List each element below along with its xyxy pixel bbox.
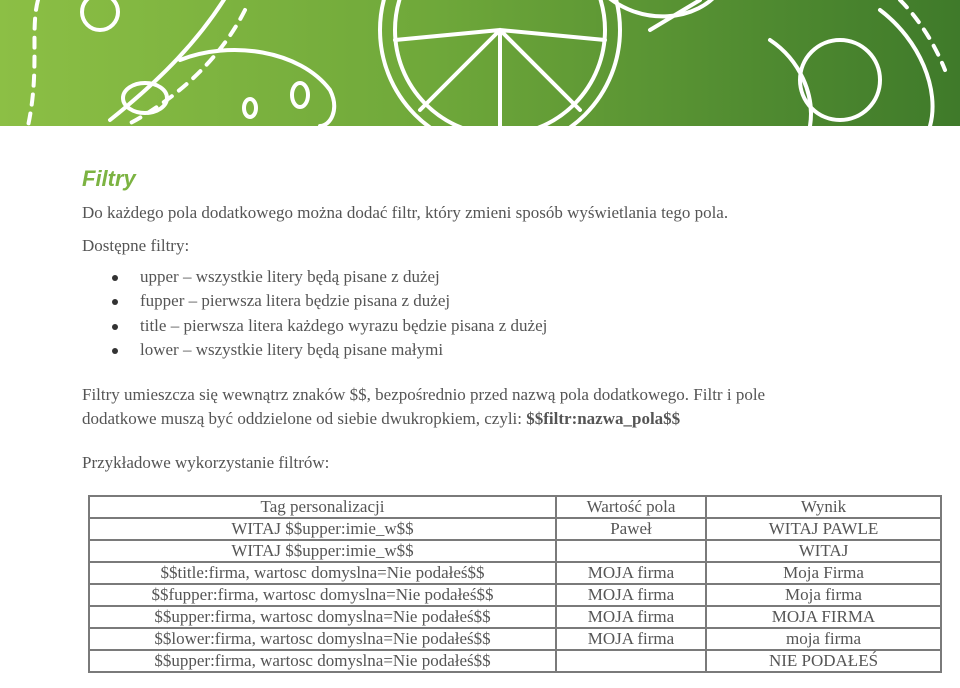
table-cell: MOJA firma: [556, 584, 706, 606]
table-header-row: [89, 496, 941, 518]
table-cell: WITAJ $$upper:imie_w$$: [89, 518, 556, 540]
placement-paragraph-line1: Filtry umieszcza się wewnątrz znaków $$, bezpośrednio przed nazwą pola dodatkowego. Filtr i pole: [82, 385, 766, 404]
table-cell: Moja Firma: [706, 562, 941, 584]
table-cell: MOJA firma: [556, 606, 706, 628]
table-cell: [556, 650, 706, 672]
table-cell: WITAJ $$upper:imie_w$$: [89, 540, 556, 562]
bullet-icon: [112, 324, 118, 330]
section-heading: Filtry: [82, 166, 136, 191]
decorative-header-banner: [0, 0, 960, 126]
list-item: lower – wszystkie litery będą pisane małymi: [82, 339, 547, 363]
syntax-example: $$filtr:nazwa_pola$$: [526, 409, 681, 428]
fruit-illustration: [0, 0, 960, 126]
table-cell: MOJA firma: [556, 562, 706, 584]
table-cell: $$upper:firma, wartosc domyslna=Nie podałeś$$: [89, 606, 556, 628]
column-header: Wartość pola: [556, 496, 706, 518]
table-cell: WITAJ: [706, 540, 941, 562]
table-cell: moja firma: [706, 628, 941, 650]
table-cell: NIE PODAŁEŚ: [706, 650, 941, 672]
table-cell: $$title:firma, wartosc domyslna=Nie podałeś$$: [89, 562, 556, 584]
placement-paragraph-line2: dodatkowe muszą być oddzielone od siebie dwukropkiem, czyli: $$filtr:nazwa_pola$$: [82, 409, 681, 428]
table-cell: $$upper:firma, wartosc domyslna=Nie podałeś$$: [89, 650, 556, 672]
table-cell: MOJA firma: [556, 628, 706, 650]
list-item: upper – wszystkie litery będą pisane z dużej: [82, 266, 547, 290]
table-cell: $$fupper:firma, wartosc domyslna=Nie podałeś$$: [89, 584, 556, 606]
table-row: [89, 606, 941, 628]
bullet-icon: [112, 348, 118, 354]
list-item: title – pierwsza litera każdego wyrazu będzie pisana z dużej: [82, 315, 547, 339]
table-cell: Moja firma: [706, 584, 941, 606]
filter-examples-table: [88, 495, 942, 673]
column-header: Wynik: [706, 496, 941, 518]
example-label: Przykładowe wykorzystanie filtrów:: [82, 453, 330, 472]
table-row: [89, 650, 941, 672]
table-cell: $$lower:firma, wartosc domyslna=Nie podałeś$$: [89, 628, 556, 650]
table-cell: MOJA FIRMA: [706, 606, 941, 628]
table-row: [89, 518, 941, 540]
table-cell: WITAJ PAWLE: [706, 518, 941, 540]
table-cell: [556, 540, 706, 562]
filters-list: [82, 266, 547, 363]
list-item: fupper – pierwsza litera będzie pisana z dużej: [82, 290, 547, 314]
table-row: [89, 584, 941, 606]
bullet-icon: [112, 275, 118, 281]
bullet-icon: [112, 299, 118, 305]
table-cell: Paweł: [556, 518, 706, 540]
intro-paragraph: Do każdego pola dodatkowego można dodać filtr, który zmieni sposób wyświetlania tego pola.: [82, 203, 729, 222]
table-row: [89, 562, 941, 584]
column-header: Tag personalizacji: [89, 496, 556, 518]
available-filters-label: Dostępne filtry:: [82, 236, 190, 255]
table-row: [89, 540, 941, 562]
table-row: [89, 628, 941, 650]
